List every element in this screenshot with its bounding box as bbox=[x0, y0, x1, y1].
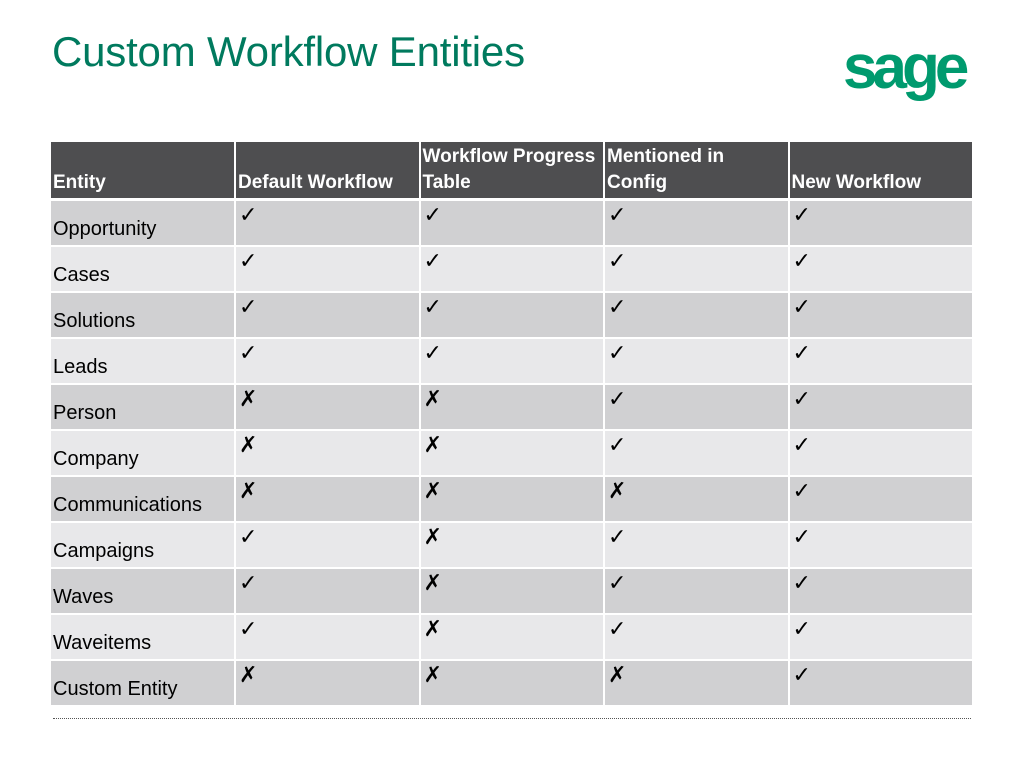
checkmark-icon: ✓ bbox=[423, 203, 442, 228]
mentioned-in-config-cell bbox=[604, 660, 789, 706]
workflow-entities-table bbox=[51, 142, 974, 707]
checkmark-icon: ✓ bbox=[792, 203, 811, 228]
default-workflow-cell bbox=[235, 614, 420, 660]
new-workflow-cell bbox=[789, 384, 974, 430]
workflow-progress-table-cell bbox=[420, 614, 605, 660]
checkmark-icon: ✓ bbox=[792, 479, 811, 504]
entity-name: Waves bbox=[53, 586, 114, 608]
new-workflow-cell bbox=[789, 430, 974, 476]
checkmark-icon: ✓ bbox=[608, 203, 627, 228]
checkmark-icon: ✓ bbox=[792, 433, 811, 458]
table-header-row bbox=[51, 142, 973, 200]
entity-cell bbox=[51, 476, 235, 522]
checkmark-icon: ✓ bbox=[792, 295, 811, 320]
table-row bbox=[51, 476, 973, 522]
table-row bbox=[51, 614, 973, 660]
cross-icon: ✗ bbox=[423, 387, 442, 412]
cross-icon: ✗ bbox=[239, 387, 258, 412]
mentioned-in-config-cell bbox=[604, 522, 789, 568]
checkmark-icon: ✓ bbox=[792, 525, 811, 550]
default-workflow-cell bbox=[235, 292, 420, 338]
checkmark-icon: ✓ bbox=[423, 249, 442, 274]
cross-icon: ✗ bbox=[239, 663, 258, 688]
workflow-progress-table-cell bbox=[420, 292, 605, 338]
checkmark-icon: ✓ bbox=[792, 663, 811, 688]
mentioned-in-config-cell bbox=[604, 568, 789, 614]
cross-icon: ✗ bbox=[423, 525, 442, 550]
cross-icon: ✗ bbox=[608, 663, 627, 688]
new-workflow-cell bbox=[789, 476, 974, 522]
checkmark-icon: ✓ bbox=[608, 341, 627, 366]
checkmark-icon: ✓ bbox=[239, 295, 258, 320]
default-workflow-cell bbox=[235, 338, 420, 384]
new-workflow-cell bbox=[789, 660, 974, 706]
checkmark-icon: ✓ bbox=[239, 571, 258, 596]
mentioned-in-config-cell bbox=[604, 338, 789, 384]
entity-cell bbox=[51, 522, 235, 568]
workflow-progress-table-cell bbox=[420, 246, 605, 292]
header-mentioned-in-config: Mentioned in Config bbox=[604, 142, 789, 200]
mentioned-in-config-cell bbox=[604, 246, 789, 292]
checkmark-icon: ✓ bbox=[239, 525, 258, 550]
header-new-workflow: New Workflow bbox=[789, 142, 974, 200]
checkmark-icon: ✓ bbox=[792, 249, 811, 274]
default-workflow-cell bbox=[235, 430, 420, 476]
slide-title: Custom Workflow Entities bbox=[52, 28, 525, 75]
checkmark-icon: ✓ bbox=[239, 203, 258, 228]
entity-cell bbox=[51, 246, 235, 292]
new-workflow-cell bbox=[789, 522, 974, 568]
table-row bbox=[51, 568, 973, 614]
mentioned-in-config-cell bbox=[604, 614, 789, 660]
default-workflow-cell bbox=[235, 200, 420, 247]
mentioned-in-config-cell bbox=[604, 292, 789, 338]
default-workflow-cell bbox=[235, 568, 420, 614]
default-workflow-cell bbox=[235, 660, 420, 706]
workflow-progress-table-cell bbox=[420, 476, 605, 522]
entity-name: Cases bbox=[53, 264, 110, 286]
cross-icon: ✗ bbox=[239, 479, 258, 504]
workflow-progress-table-cell bbox=[420, 430, 605, 476]
entity-name: Waveitems bbox=[53, 632, 152, 654]
entity-name: Custom Entity bbox=[53, 678, 178, 700]
new-workflow-cell bbox=[789, 568, 974, 614]
mentioned-in-config-cell bbox=[604, 476, 789, 522]
cross-icon: ✗ bbox=[423, 571, 442, 596]
entity-name: Communications bbox=[53, 494, 202, 516]
new-workflow-cell bbox=[789, 246, 974, 292]
new-workflow-cell bbox=[789, 338, 974, 384]
default-workflow-cell bbox=[235, 246, 420, 292]
entity-name: Solutions bbox=[53, 310, 136, 332]
entity-name: Opportunity bbox=[53, 218, 157, 240]
mentioned-in-config-cell bbox=[604, 200, 789, 247]
entity-name: Person bbox=[53, 402, 117, 424]
checkmark-icon: ✓ bbox=[792, 387, 811, 412]
checkmark-icon: ✓ bbox=[608, 295, 627, 320]
cross-icon: ✗ bbox=[423, 617, 442, 642]
header-workflow-progress-table: Workflow Progress Table bbox=[420, 142, 605, 200]
entity-cell bbox=[51, 614, 235, 660]
new-workflow-cell bbox=[789, 200, 974, 247]
checkmark-icon: ✓ bbox=[423, 341, 442, 366]
mentioned-in-config-cell bbox=[604, 430, 789, 476]
workflow-progress-table-cell bbox=[420, 522, 605, 568]
checkmark-icon: ✓ bbox=[792, 341, 811, 366]
checkmark-icon: ✓ bbox=[608, 525, 627, 550]
workflow-progress-table-cell bbox=[420, 568, 605, 614]
checkmark-icon: ✓ bbox=[608, 433, 627, 458]
mentioned-in-config-cell bbox=[604, 384, 789, 430]
table-row bbox=[51, 292, 973, 338]
entity-cell bbox=[51, 660, 235, 706]
checkmark-icon: ✓ bbox=[608, 617, 627, 642]
cross-icon: ✗ bbox=[239, 433, 258, 458]
entity-name: Company bbox=[53, 448, 139, 470]
checkmark-icon: ✓ bbox=[608, 571, 627, 596]
default-workflow-cell bbox=[235, 522, 420, 568]
default-workflow-cell bbox=[235, 476, 420, 522]
workflow-progress-table-cell bbox=[420, 200, 605, 247]
workflow-progress-table-cell bbox=[420, 384, 605, 430]
entity-name: Leads bbox=[53, 356, 108, 378]
workflow-progress-table-cell bbox=[420, 338, 605, 384]
entity-cell bbox=[51, 384, 235, 430]
sage-logo bbox=[843, 36, 973, 106]
workflow-progress-table-cell bbox=[420, 660, 605, 706]
footer-divider bbox=[53, 718, 971, 719]
checkmark-icon: ✓ bbox=[608, 387, 627, 412]
checkmark-icon: ✓ bbox=[792, 617, 811, 642]
entity-cell bbox=[51, 200, 235, 247]
table-row bbox=[51, 430, 973, 476]
entity-cell bbox=[51, 292, 235, 338]
checkmark-icon: ✓ bbox=[239, 249, 258, 274]
cross-icon: ✗ bbox=[608, 479, 627, 504]
entity-cell bbox=[51, 568, 235, 614]
table-row bbox=[51, 338, 973, 384]
checkmark-icon: ✓ bbox=[239, 341, 258, 366]
default-workflow-cell bbox=[235, 384, 420, 430]
table-row bbox=[51, 384, 973, 430]
header-entity: Entity bbox=[51, 142, 235, 200]
checkmark-icon: ✓ bbox=[423, 295, 442, 320]
checkmark-icon: ✓ bbox=[608, 249, 627, 274]
checkmark-icon: ✓ bbox=[239, 617, 258, 642]
cross-icon: ✗ bbox=[423, 433, 442, 458]
cross-icon: ✗ bbox=[423, 663, 442, 688]
sage-logo-text: sage bbox=[843, 36, 965, 102]
checkmark-icon: ✓ bbox=[792, 571, 811, 596]
header-default-workflow: Default Workflow bbox=[235, 142, 420, 200]
entity-name: Campaigns bbox=[53, 540, 155, 562]
new-workflow-cell bbox=[789, 614, 974, 660]
table-row bbox=[51, 200, 973, 247]
entity-cell bbox=[51, 430, 235, 476]
new-workflow-cell bbox=[789, 292, 974, 338]
table-row bbox=[51, 522, 973, 568]
table-row bbox=[51, 246, 973, 292]
table-row bbox=[51, 660, 973, 706]
entity-cell bbox=[51, 338, 235, 384]
cross-icon: ✗ bbox=[423, 479, 442, 504]
table-body bbox=[51, 200, 973, 707]
